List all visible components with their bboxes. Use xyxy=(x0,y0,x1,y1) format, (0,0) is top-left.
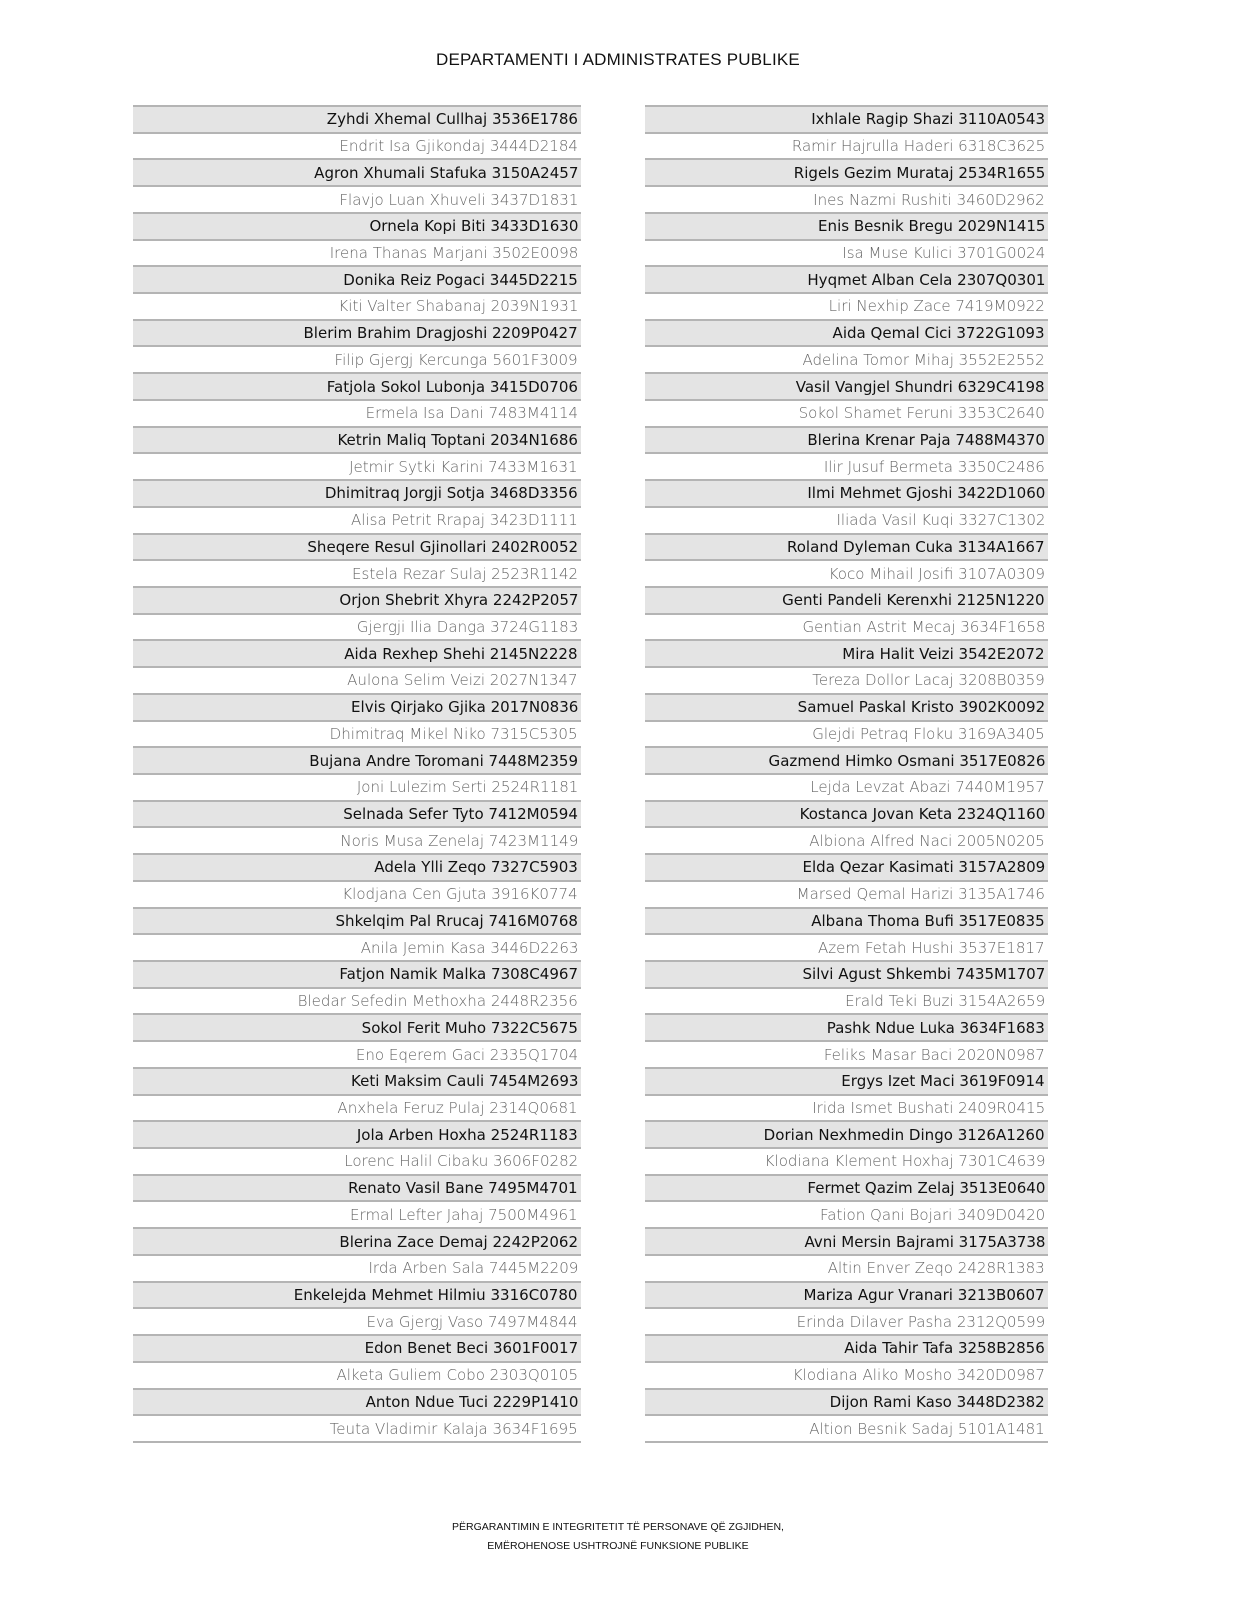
list-item-text: Zyhdi Xhemal Cullhaj 3536E1786 xyxy=(326,110,578,129)
list-item-text: Gentian Astrit Mecaj 3634F1658 xyxy=(802,618,1045,637)
list-item-text: Pashk Ndue Luka 3634F1683 xyxy=(826,1018,1045,1037)
list-item xyxy=(645,1122,1048,1149)
list-item-text: Isa Muse Kulici 3701G0024 xyxy=(841,243,1045,262)
list-item-text: Ermela Isa Dani 7483M4114 xyxy=(365,404,578,423)
list-item-text: Aida Qemal Cici 3722G1093 xyxy=(833,324,1045,343)
list-item xyxy=(645,187,1048,214)
list-item xyxy=(645,1015,1048,1042)
list-item xyxy=(133,107,581,134)
list-item-text: Dorian Nexhmedin Dingo 3126A1260 xyxy=(764,1125,1045,1144)
list-item-text: Erinda Dilaver Pasha 2312Q0599 xyxy=(796,1312,1045,1331)
list-item-text: Irena Thanas Marjani 3502E0098 xyxy=(329,243,578,262)
list-item-text: Blerina Zace Demaj 2242P2062 xyxy=(339,1232,578,1251)
list-item xyxy=(645,1416,1048,1443)
list-item-text: Noris Musa Zenelaj 7423M1149 xyxy=(340,831,578,850)
list-item xyxy=(645,107,1048,134)
list-item-text: Koco Mihail Josifi 3107A0309 xyxy=(828,564,1045,583)
list-item xyxy=(133,1390,581,1417)
list-item xyxy=(133,374,581,401)
list-item xyxy=(133,401,581,428)
list-item xyxy=(133,187,581,214)
list-item-text: Silvi Agust Shkembi 7435M1707 xyxy=(802,965,1045,984)
list-item xyxy=(133,347,581,374)
list-item xyxy=(645,1363,1048,1390)
list-item-text: Lorenc Halil Cibaku 3606F0282 xyxy=(344,1152,578,1171)
list-item-text: Fermet Qazim Zelaj 3513E0640 xyxy=(806,1179,1045,1198)
list-item xyxy=(645,668,1048,695)
list-item-text: Jetmir Sytki Karini 7433M1631 xyxy=(349,457,578,476)
list-item xyxy=(645,160,1048,187)
list-item-text: Estela Rezar Sulaj 2523R1142 xyxy=(351,564,578,583)
list-item-text: Enis Besnik Bregu 2029N1415 xyxy=(817,217,1045,236)
list-item-text: Klodjana Cen Gjuta 3916K0774 xyxy=(342,885,578,904)
list-item xyxy=(133,1069,581,1096)
list-item-text: Liri Nexhip Zace 7419M0922 xyxy=(828,297,1045,316)
list-item xyxy=(133,962,581,989)
list-item xyxy=(645,1096,1048,1123)
list-item-text: Endrit Isa Gjikondaj 3444D2184 xyxy=(339,137,578,156)
list-item xyxy=(133,828,581,855)
list-item-text: Rigels Gezim Murataj 2534R1655 xyxy=(793,163,1045,182)
list-item-text: Eva Gjergj Vaso 7497M4844 xyxy=(366,1312,578,1331)
list-item-text: Renato Vasil Bane 7495M4701 xyxy=(348,1179,578,1198)
list-item-text: Fatjon Namik Malka 7308C4967 xyxy=(339,965,578,984)
list-item xyxy=(645,347,1048,374)
list-item-text: Anila Jemin Kasa 3446D2263 xyxy=(360,938,578,957)
list-item-text: Filip Gjergj Kercunga 5601F3009 xyxy=(334,350,578,369)
list-item xyxy=(645,1283,1048,1310)
list-item-text: Avni Mersin Bajrami 3175A3738 xyxy=(803,1232,1045,1251)
list-item-text: Altion Besnik Sadaj 5101A1481 xyxy=(809,1419,1045,1438)
list-item-text: Marsed Qemal Harizi 3135A1746 xyxy=(796,885,1045,904)
list-item xyxy=(133,641,581,668)
list-item xyxy=(645,641,1048,668)
list-item-text: Joni Lulezim Serti 2524R1181 xyxy=(356,778,578,797)
list-item xyxy=(133,1336,581,1363)
list-item-text: Ramir Hajrulla Haderi 6318C3625 xyxy=(791,137,1045,156)
list-item xyxy=(133,1309,581,1336)
list-item xyxy=(133,722,581,749)
list-item xyxy=(133,428,581,455)
list-item-text: Ergys Izet Maci 3619F0914 xyxy=(841,1072,1045,1091)
list-item xyxy=(645,909,1048,936)
list-item xyxy=(645,935,1048,962)
list-item-text: Keti Maksim Cauli 7454M2693 xyxy=(350,1072,578,1091)
page-title: DEPARTAMENTI I ADMINISTRATES PUBLIKE xyxy=(436,50,800,69)
list-item xyxy=(133,695,581,722)
list-item-text: Jola Arben Hoxha 2524R1183 xyxy=(357,1125,578,1144)
list-item-text: Ketrin Maliq Toptani 2034N1686 xyxy=(337,430,578,449)
left-name-list xyxy=(133,105,581,1443)
list-item xyxy=(645,855,1048,882)
list-item-text: Ornela Kopi Biti 3433D1630 xyxy=(369,217,578,236)
list-item xyxy=(133,935,581,962)
list-item-text: Sheqere Resul Gjinollari 2402R0052 xyxy=(307,537,578,556)
list-item xyxy=(645,1309,1048,1336)
list-item xyxy=(133,668,581,695)
list-item xyxy=(133,1096,581,1123)
list-item xyxy=(645,1336,1048,1363)
list-item-text: Sokol Ferit Muho 7322C5675 xyxy=(361,1018,578,1037)
list-item xyxy=(133,1149,581,1176)
list-item xyxy=(133,294,581,321)
list-item-text: Genti Pandeli Kerenxhi 2125N1220 xyxy=(782,591,1045,610)
list-item xyxy=(133,615,581,642)
list-item xyxy=(645,1149,1048,1176)
list-item xyxy=(133,1122,581,1149)
list-item-text: Feliks Masar Baci 2020N0987 xyxy=(823,1045,1045,1064)
list-item xyxy=(133,1363,581,1390)
list-item xyxy=(645,722,1048,749)
list-item xyxy=(133,508,581,535)
list-item-text: Agron Xhumali Stafuka 3150A2457 xyxy=(313,163,578,182)
list-item-text: Klodiana Aliko Mosho 3420D0987 xyxy=(792,1366,1045,1385)
list-item xyxy=(133,1283,581,1310)
right-name-list xyxy=(645,105,1048,1443)
list-item-text: Irda Arben Sala 7445M2209 xyxy=(368,1259,578,1278)
list-item xyxy=(645,401,1048,428)
list-item xyxy=(645,989,1048,1016)
list-item-text: Flavjo Luan Xhuveli 3437D1831 xyxy=(339,190,578,209)
list-item-text: Elda Qezar Kasimati 3157A2809 xyxy=(802,858,1045,877)
list-item-text: Ixhlale Ragip Shazi 3110A0543 xyxy=(811,110,1045,129)
footer-line-2: EMËROHENOSE USHTROJNË FUNKSIONE PUBLIKE xyxy=(487,1540,749,1552)
list-item xyxy=(645,802,1048,829)
list-item-text: Albana Thoma Bufi 3517E0835 xyxy=(811,911,1045,930)
list-item xyxy=(133,321,581,348)
list-item xyxy=(645,588,1048,615)
list-item xyxy=(645,535,1048,562)
list-item-text: Erald Teki Buzi 3154A2659 xyxy=(845,992,1045,1011)
list-item xyxy=(133,1042,581,1069)
list-item xyxy=(133,588,581,615)
list-item xyxy=(645,748,1048,775)
list-item xyxy=(645,267,1048,294)
list-item xyxy=(645,241,1048,268)
list-item xyxy=(645,695,1048,722)
list-item-text: Adela Ylli Zeqo 7327C5903 xyxy=(374,858,578,877)
list-item-text: Dhimitraq Jorgji Sotja 3468D3356 xyxy=(325,484,578,503)
list-item-text: Selnada Sefer Tyto 7412M0594 xyxy=(343,805,578,824)
list-item xyxy=(645,1256,1048,1283)
list-item xyxy=(645,615,1048,642)
list-item-text: Bujana Andre Toromani 7448M2359 xyxy=(309,751,578,770)
list-item xyxy=(133,989,581,1016)
list-item-text: Shkelqim Pal Rrucaj 7416M0768 xyxy=(335,911,578,930)
list-item xyxy=(133,1202,581,1229)
list-item-text: Fatjola Sokol Lubonja 3415D0706 xyxy=(326,377,578,396)
footer-line-1: PËRGARANTIMIN E INTEGRITETIT TË PERSONAVE QË ZGJIDHEN, xyxy=(452,1521,784,1533)
list-item-text: Eno Eqerem Gaci 2335Q1704 xyxy=(355,1045,578,1064)
list-item-text: Donika Reiz Pogaci 3445D2215 xyxy=(343,270,578,289)
list-item-text: Klodiana Klement Hoxhaj 7301C4639 xyxy=(764,1152,1045,1171)
list-item-text: Altin Enver Zeqo 2428R1383 xyxy=(827,1259,1045,1278)
list-item xyxy=(133,454,581,481)
list-item-text: Dhimitraq Mikel Niko 7315C5305 xyxy=(330,724,578,743)
list-item xyxy=(645,828,1048,855)
list-item xyxy=(133,214,581,241)
list-item-text: Glejdi Petraq Floku 3169A3405 xyxy=(812,724,1045,743)
list-item xyxy=(133,1416,581,1443)
list-item-text: Irida Ismet Bushati 2409R0415 xyxy=(812,1098,1045,1117)
list-item xyxy=(645,561,1048,588)
list-item-text: Gazmend Himko Osmani 3517E0826 xyxy=(768,751,1045,770)
list-item xyxy=(645,1390,1048,1417)
list-item-text: Ines Nazmi Rushiti 3460D2962 xyxy=(813,190,1045,209)
list-item xyxy=(133,561,581,588)
list-item xyxy=(133,909,581,936)
list-item xyxy=(645,374,1048,401)
list-item-text: Tereza Dollor Lacaj 3208B0359 xyxy=(812,671,1045,690)
list-item xyxy=(645,1176,1048,1203)
list-item xyxy=(133,1176,581,1203)
list-item xyxy=(133,1229,581,1256)
list-item xyxy=(645,962,1048,989)
list-item-text: Mira Halit Veizi 3542E2072 xyxy=(842,644,1045,663)
list-item xyxy=(133,241,581,268)
list-item-text: Alisa Petrit Rrapaj 3423D1111 xyxy=(351,511,578,530)
list-item xyxy=(133,748,581,775)
list-item-text: Roland Dyleman Cuka 3134A1667 xyxy=(787,537,1045,556)
list-item-text: Aida Rexhep Shehi 2145N2228 xyxy=(344,644,578,663)
list-item xyxy=(645,882,1048,909)
list-item xyxy=(645,1069,1048,1096)
list-item-text: Alketa Guliem Cobo 2303Q0105 xyxy=(336,1366,578,1385)
list-item-text: Aulona Selim Veizi 2027N1347 xyxy=(347,671,578,690)
list-item xyxy=(645,454,1048,481)
list-item xyxy=(133,775,581,802)
list-item-text: Anton Ndue Tuci 2229P1410 xyxy=(365,1392,578,1411)
list-item-text: Azem Fetah Hushi 3537E1817 xyxy=(818,938,1045,957)
list-item xyxy=(133,267,581,294)
list-item-text: Ilmi Mehmet Gjoshi 3422D1060 xyxy=(807,484,1045,503)
list-item-text: Kiti Valter Shabanaj 2039N1931 xyxy=(337,297,578,316)
list-item xyxy=(645,1229,1048,1256)
list-item-text: Gjergji Ilia Danga 3724G1183 xyxy=(356,618,578,637)
list-item-text: Samuel Paskal Kristo 3902K0092 xyxy=(797,698,1045,717)
list-item-text: Aida Tahir Tafa 3258B2856 xyxy=(844,1339,1045,1358)
list-item xyxy=(645,321,1048,348)
list-item-text: Dijon Rami Kaso 3448D2382 xyxy=(829,1392,1045,1411)
list-item-text: Albiona Alfred Naci 2005N0205 xyxy=(809,831,1045,850)
list-item xyxy=(645,1042,1048,1069)
list-item-text: Blerim Brahim Dragjoshi 2209P0427 xyxy=(303,324,578,343)
list-item-text: Lejda Levzat Abazi 7440M1957 xyxy=(810,778,1045,797)
list-item xyxy=(133,134,581,161)
list-item-text: Hyqmet Alban Cela 2307Q0301 xyxy=(806,270,1045,289)
list-item-text: Vasil Vangjel Shundri 6329C4198 xyxy=(796,377,1045,396)
list-item xyxy=(645,1202,1048,1229)
list-item-text: Kostanca Jovan Keta 2324Q1160 xyxy=(799,805,1045,824)
list-item xyxy=(645,775,1048,802)
list-item-text: Edon Benet Beci 3601F0017 xyxy=(364,1339,578,1358)
list-item-text: Enkelejda Mehmet Hilmiu 3316C0780 xyxy=(294,1285,578,1304)
list-item-text: Bledar Sefedin Methoxha 2448R2356 xyxy=(297,992,578,1011)
list-item xyxy=(645,134,1048,161)
list-item-text: Adelina Tomor Mihaj 3552E2552 xyxy=(802,350,1045,369)
list-item-text: Ermal Lefter Jahaj 7500M4961 xyxy=(350,1205,578,1224)
list-item-text: Elvis Qirjako Gjika 2017N0836 xyxy=(350,698,578,717)
list-item xyxy=(645,428,1048,455)
list-item xyxy=(645,508,1048,535)
list-item xyxy=(645,481,1048,508)
list-item xyxy=(133,802,581,829)
list-item xyxy=(645,294,1048,321)
list-item-text: Anxhela Feruz Pulaj 2314Q0681 xyxy=(337,1098,578,1117)
footer xyxy=(0,1518,1236,1556)
list-item xyxy=(133,855,581,882)
list-item-text: Fation Qani Bojari 3409D0420 xyxy=(819,1205,1045,1224)
list-item xyxy=(133,535,581,562)
list-item-text: Orjon Shebrit Xhyra 2242P2057 xyxy=(338,591,578,610)
list-item-text: Mariza Agur Vranari 3213B0607 xyxy=(803,1285,1045,1304)
list-item xyxy=(133,1015,581,1042)
list-item xyxy=(133,160,581,187)
list-item xyxy=(133,882,581,909)
list-item-text: Iliada Vasil Kuqi 3327C1302 xyxy=(835,511,1045,530)
list-item-text: Ilir Jusuf Bermeta 3350C2486 xyxy=(824,457,1045,476)
list-item-text: Teuta Vladimir Kalaja 3634F1695 xyxy=(329,1419,578,1438)
list-item-text: Sokol Shamet Feruni 3353C2640 xyxy=(798,404,1045,423)
list-item xyxy=(645,214,1048,241)
list-item xyxy=(133,1256,581,1283)
list-item-text: Blerina Krenar Paja 7488M4370 xyxy=(807,430,1045,449)
list-item xyxy=(133,481,581,508)
